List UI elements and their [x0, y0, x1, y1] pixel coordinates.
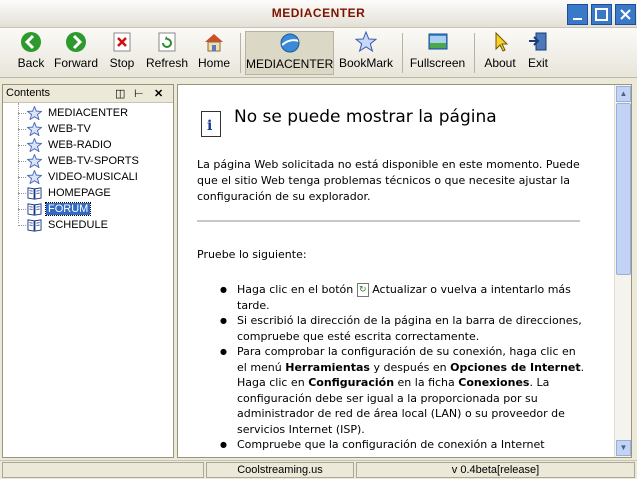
tree-item-homepage[interactable] [3, 185, 173, 201]
scroll-down-button[interactable]: ▼ [616, 440, 631, 456]
fullscreen-label: Fullscreen [409, 56, 466, 70]
stop-icon [111, 31, 133, 53]
forward-button[interactable] [52, 31, 100, 75]
suggestion-list [237, 282, 587, 453]
stop-button[interactable] [107, 31, 137, 75]
tree-item-label: VIDEO-MUSICALI [48, 171, 138, 183]
status-bar [0, 460, 637, 479]
minimize-button[interactable] [567, 4, 588, 25]
tree-item-label: SCHEDULE [48, 219, 108, 231]
star-icon [27, 106, 42, 120]
book-icon [27, 202, 42, 216]
back-label: Back [17, 56, 45, 70]
mediacenter-button[interactable] [245, 31, 334, 75]
divider [197, 220, 580, 222]
dock-icon[interactable]: ◫ [115, 88, 126, 100]
star-icon [27, 138, 42, 152]
tree-item-web-tv[interactable] [3, 121, 173, 137]
star-icon [355, 31, 377, 53]
tree-item-label: WEB-RADIO [48, 139, 112, 151]
exit-button[interactable] [525, 31, 551, 75]
maximize-icon [592, 5, 611, 24]
scroll-thumb[interactable] [616, 103, 631, 275]
star-icon [27, 122, 42, 136]
star-icon [27, 154, 42, 168]
back-arrow-icon [20, 31, 42, 53]
bookmark-button[interactable] [338, 31, 394, 75]
status-panel-version: v 0.4beta[release] [356, 462, 635, 478]
toolbar [0, 28, 637, 78]
toolbar-separator [474, 33, 475, 73]
contents-pane [2, 84, 174, 458]
pin-icon[interactable]: ⊢ [134, 88, 144, 100]
bookmark-label: BookMark [338, 56, 394, 70]
tree-item-label: WEB-TV-SPORTS [48, 155, 139, 167]
exit-icon [527, 31, 549, 53]
tree-item-forum[interactable] [3, 201, 173, 217]
back-button[interactable] [16, 31, 46, 75]
contents-title: Contents [6, 87, 51, 99]
try-label: Pruebe lo siguiente: [197, 248, 307, 261]
list-item: ● Compruebe que la configuración de conexión a Internet [237, 437, 587, 453]
page-heading: No se puede mostrar la página [234, 107, 497, 127]
title-bar [0, 0, 637, 28]
vertical-scrollbar[interactable] [614, 85, 631, 457]
browser-view[interactable] [177, 84, 632, 458]
book-icon [27, 186, 42, 200]
tree-item-label: WEB-TV [48, 123, 91, 135]
tree-item-label: FORUM [48, 203, 89, 215]
toolbar-separator [402, 33, 403, 73]
info-icon: i [201, 111, 221, 137]
home-label: Home [197, 56, 230, 70]
toolbar-separator [240, 33, 241, 73]
refresh-icon [156, 31, 178, 53]
tree-item-schedule[interactable] [3, 217, 173, 233]
stop-label: Stop [109, 56, 135, 70]
close-icon [616, 5, 635, 24]
close-button[interactable] [615, 4, 636, 25]
error-paragraph: La página Web solicitada no está disponible en este momento. Puede que el sitio Web tenga problemas técnicos o que necesite ajustar la configuración de su explorador. [197, 158, 580, 203]
tree-item-web-radio[interactable] [3, 137, 173, 153]
list-item: ● Si escribió la dirección de la página en la barra de direcciones, compruebe que esté escrita correctamente. [237, 313, 587, 344]
refresh-label: Refresh [145, 56, 189, 70]
tree-item-web-tv-sports[interactable] [3, 153, 173, 169]
tree-item-label: HOMEPAGE [48, 187, 111, 199]
close-pane-icon[interactable]: ✕ [154, 88, 164, 100]
list-item: ● Para comprobar la configuración de su conexión, haga clic en el menú Herramientas y después en Opciones de Internet. Haga clic en Configuración en la ficha Conexiones. La configuración debe ser igual a la proporcionada por su administrador de red de área local (LAN) o su proveedor de servicios Internet (ISP). [237, 344, 587, 437]
maximize-button[interactable] [591, 4, 612, 25]
list-item: ● Haga clic en el botón ↻ Actualizar o vuelva a intentarlo más tarde. [237, 282, 587, 313]
contents-header [3, 85, 173, 103]
refresh-icon: ↻ [357, 283, 369, 297]
scroll-up-button[interactable]: ▲ [616, 86, 631, 102]
home-button[interactable] [196, 31, 232, 75]
window-title: MEDIACENTER [271, 6, 366, 20]
mediacenter-label: MEDIACENTER [246, 57, 334, 71]
cursor-icon [489, 31, 511, 53]
exit-label: Exit [527, 56, 548, 70]
status-panel-site: Coolstreaming.us [206, 462, 354, 478]
contents-tree [3, 103, 173, 233]
about-button[interactable] [482, 31, 518, 75]
fullscreen-icon [427, 31, 449, 53]
fullscreen-button[interactable] [409, 31, 466, 75]
globe-icon [279, 32, 301, 54]
about-label: About [484, 56, 516, 70]
star-icon [27, 170, 42, 184]
refresh-button[interactable] [144, 31, 190, 75]
forward-label: Forward [53, 56, 98, 70]
tree-item-label: MEDIACENTER [48, 107, 129, 119]
status-panel-left [2, 462, 204, 478]
tree-item-video-musicali[interactable] [3, 169, 173, 185]
book-icon [27, 218, 42, 232]
forward-arrow-icon [65, 31, 87, 53]
home-icon [203, 31, 225, 53]
tree-item-mediacenter[interactable] [3, 105, 173, 121]
minimize-icon [568, 5, 587, 24]
